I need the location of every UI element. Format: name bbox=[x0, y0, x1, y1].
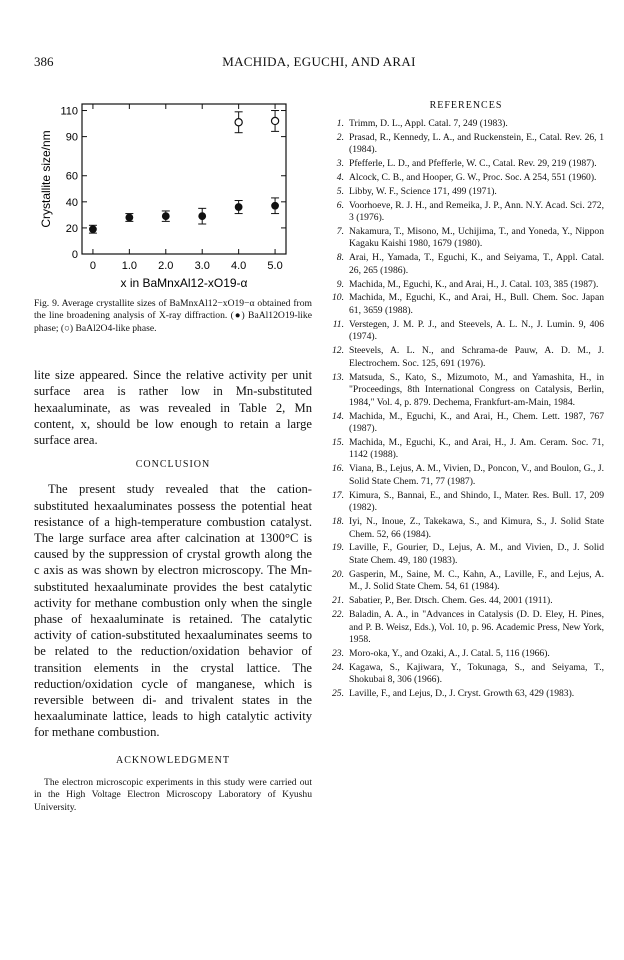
reference-number: 2. bbox=[336, 131, 344, 143]
data-point-filled bbox=[126, 214, 133, 221]
reference-number: 15. bbox=[332, 436, 344, 448]
reference-text: Voorhoeve, R. J. H., and Remeika, J. P., Ann. N.Y. Acad. Sci. 272, 3 (1976). bbox=[349, 199, 604, 224]
reference-text: Kimura, S., Bannai, E., and Shindo, I., Mater. Res. Bull. 17, 209 (1982). bbox=[349, 489, 604, 514]
reference-item bbox=[328, 463, 604, 488]
references-heading: REFERENCES bbox=[429, 100, 503, 111]
x-axis-label: x in BaMnxAl12-xO19-α bbox=[120, 276, 248, 290]
reference-item bbox=[328, 516, 604, 541]
x-tick-label: 0 bbox=[89, 260, 96, 272]
reference-item bbox=[328, 158, 604, 171]
reference-text: Machida, M., Eguchi, K., and Arai, H., J. Am. Ceram. Soc. 71, 1142 (1988). bbox=[349, 436, 604, 461]
acknowledgment-heading: ACKNOWLEDGMENT bbox=[116, 754, 230, 766]
reference-number: 23. bbox=[332, 647, 344, 659]
reference-number: 17. bbox=[332, 489, 344, 501]
reference-number: 8. bbox=[336, 252, 344, 264]
reference-text: Viana, B., Lejus, A. M., Vivien, D., Poncon, V., and Boulon, G., J. Solid State Chem. 71, 77 (1987). bbox=[349, 463, 604, 487]
x-tick-label: 1.0 bbox=[121, 260, 138, 272]
data-point-filled bbox=[272, 202, 279, 209]
reference-item bbox=[328, 279, 604, 292]
reference-item bbox=[328, 595, 604, 608]
paragraph-2: The present study revealed that the cation-substituted hexaaluminates possess the potential heat resistance of a high-temperature combustion catalyst. The large surface area after calcination at 1300°C is caused by the suppression of crystal growth along the c axis as was shown by electron microscopy. The Mn-substituted hexaaluminate provides the best catalytic activity for methane combustion only when the single phase of hexaaluminate is retained. The catalytic activity of cation-substituted hexaaluminates seems to be related to the reduction/oxidation behavior of transition elements in the crystal lattice. The reduction/oxidation cycle of manganese, which is reversible between di- and trivalent states in the hexaaluminate lattice, leads to high catalytic activity for methane combustion. bbox=[34, 482, 312, 740]
reference-text: Laville, F., Gourier, D., Lejus, A. M., and Vivien, D., J. Solid State Chem. 49, 180 (1983). bbox=[349, 542, 604, 566]
data-point-open bbox=[235, 119, 242, 126]
reference-text: Prasad, R., Kennedy, L. A., and Ruckenstein, E., Catal. Rev. 26, 1 (1984). bbox=[349, 131, 604, 156]
reference-item bbox=[328, 200, 604, 225]
reference-text: Kagawa, S., Kajiwara, Y., Tokunaga, S., and Seiyama, T., Shokubai 8, 306 (1966). bbox=[349, 661, 604, 686]
y-axis-label: Crystallite size/nm bbox=[39, 130, 53, 228]
reference-text: Alcock, C. B., and Hooper, G. W., Proc. Soc. A 254, 551 (1960). bbox=[349, 171, 597, 183]
reference-number: 4. bbox=[336, 171, 344, 183]
crystallite-size-chart bbox=[34, 90, 312, 290]
reference-number: 25. bbox=[332, 688, 344, 700]
reference-list bbox=[328, 118, 604, 701]
reference-text: Matsuda, S., Kato, S., Mizumoto, M., and Yamashita, H., in "Proceedings, 8th International Congress on Catalysis, Berlin, 1984," Vol. 4, p. 879. Dechema, Frankfurt-am-Main, 1984. bbox=[349, 371, 604, 408]
reference-text: Sabatier, P., Ber. Dtsch. Chem. Ges. 44, 2001 (1911). bbox=[349, 595, 553, 607]
reference-number: 20. bbox=[332, 568, 344, 580]
data-point-filled bbox=[235, 204, 242, 211]
reference-text: Machida, M., Eguchi, K., and Arai, H., Bull. Chem. Soc. Japan 61, 3659 (1988). bbox=[349, 292, 604, 316]
reference-item bbox=[328, 292, 604, 317]
data-point-filled bbox=[162, 213, 169, 220]
reference-item bbox=[328, 345, 604, 370]
reference-item bbox=[328, 372, 604, 410]
reference-number: 7. bbox=[336, 225, 344, 237]
reference-text: Machida, M., Eguchi, K., and Arai, H., J. Catal. 103, 385 (1987). bbox=[349, 278, 599, 290]
y-tick-label: 60 bbox=[65, 170, 78, 183]
reference-text: Baladin, A. A., in "Advances in Catalysis (D. D. Eley, H. Pines, and P. B. Weisz, Eds.), Vol. 10, p. 96. Academic Press, New York, 1958. bbox=[349, 608, 604, 646]
reference-number: 18. bbox=[332, 516, 344, 527]
acknowledgment-text: The electron microscopic experiments in this study were carried out in the High Voltage Electron Microscopy Laboratory of Kyushu University. bbox=[34, 776, 312, 813]
x-tick-label: 2.0 bbox=[158, 260, 174, 272]
reference-text: Verstegen, J. M. P. J., and Steevels, A. L. N., J. Lumin. 9, 406 (1974). bbox=[349, 318, 604, 343]
reference-item bbox=[328, 118, 604, 131]
y-tick-label: 90 bbox=[65, 131, 78, 144]
reference-item bbox=[328, 186, 604, 199]
y-tick-label: 40 bbox=[65, 196, 78, 209]
reference-text: Machida, M., Eguchi, K., and Arai, H., Chem. Lett. 1987, 767 (1987). bbox=[349, 410, 604, 435]
reference-number: 5. bbox=[336, 185, 344, 197]
left-column bbox=[34, 90, 312, 814]
x-tick-label: 4.0 bbox=[230, 260, 247, 272]
paragraph-1: lite size appeared. Since the relative activity per unit surface area is rather low in Mn-substituted hexaaluminate, as was revealed in Table 2, Mn content, x, should be low enough to retain a large surface area. bbox=[34, 368, 312, 448]
data-point-filled bbox=[199, 213, 206, 220]
reference-number: 16. bbox=[332, 463, 344, 475]
body-text bbox=[34, 367, 312, 814]
reference-item bbox=[328, 172, 604, 185]
figure-caption: Fig. 9. Average crystallite sizes of BaMnxAl12−xO19−α obtained from the line broadening analysis of X-ray diffraction. (●) BaAl12O19-like phase; (○) BaAl2O4-like phase. bbox=[34, 298, 312, 334]
plot-frame bbox=[82, 104, 286, 254]
reference-item bbox=[328, 411, 604, 436]
reference-item bbox=[328, 609, 604, 647]
running-title: MACHIDA, EGUCHI, AND ARAI bbox=[222, 54, 416, 69]
reference-number: 6. bbox=[336, 199, 344, 211]
reference-number: 24. bbox=[332, 661, 344, 673]
reference-text: Laville, F., and Lejus, D., J. Cryst. Growth 63, 429 (1983). bbox=[349, 688, 575, 700]
reference-number: 14. bbox=[332, 410, 344, 422]
reference-text: Moro-oka, Y., and Ozaki, A., J. Catal. 5, 116 (1966). bbox=[349, 647, 550, 659]
reference-item bbox=[328, 437, 604, 462]
reference-text: Trimm, D. L., Appl. Catal. 7, 249 (1983). bbox=[349, 118, 508, 129]
reference-text: Nakamura, T., Misono, M., Uchijima, T., and Yoneda, Y., Nippon Kagaku Kaishi 1980, 1679 (1980). bbox=[349, 225, 604, 250]
reference-text: Steevels, A. L. N., and Schrama-de Pauw, A. D. M., J. Electrochem. Soc. 125, 691 (1976). bbox=[349, 345, 604, 369]
y-tick-label: 0 bbox=[71, 249, 78, 261]
reference-item bbox=[328, 226, 604, 251]
reference-item bbox=[328, 132, 604, 157]
reference-text: Pfefferle, L. D., and Pfefferle, W. C., Catal. Rev. 29, 219 (1987). bbox=[349, 158, 597, 170]
reference-item bbox=[328, 319, 604, 344]
reference-number: 21. bbox=[332, 595, 344, 607]
reference-number: 19. bbox=[332, 542, 344, 554]
reference-text: Libby, W. F., Science 171, 499 (1971). bbox=[349, 185, 497, 197]
reference-number: 11. bbox=[332, 318, 344, 330]
reference-item bbox=[328, 688, 604, 701]
reference-number: 12. bbox=[332, 345, 344, 357]
reference-number: 13. bbox=[332, 371, 344, 383]
figure-9 bbox=[34, 90, 312, 290]
right-column bbox=[328, 100, 604, 702]
reference-item bbox=[328, 252, 604, 277]
y-tick-label: 20 bbox=[65, 222, 78, 235]
reference-text: Arai, H., Yamada, T., Eguchi, K., and Seiyama, T., Appl. Catal. 26, 265 (1986). bbox=[349, 252, 604, 276]
page-header bbox=[34, 54, 604, 74]
reference-item bbox=[328, 569, 604, 594]
reference-number: 10. bbox=[332, 292, 344, 304]
reference-number: 22. bbox=[332, 608, 344, 620]
y-tick-label: 110 bbox=[60, 105, 78, 118]
reference-number: 3. bbox=[336, 158, 344, 170]
reference-text: Iyi, N., Inoue, Z., Takekawa, S., and Kimura, S., J. Solid State Chem. 52, 66 (1984). bbox=[349, 516, 604, 540]
reference-number: 1. bbox=[336, 118, 344, 129]
reference-text: Gasperin, M., Saine, M. C., Kahn, A., Laville, F., and Lejus, A. M., J. Solid State Chem. 54, 61 (1984). bbox=[349, 568, 604, 593]
reference-item bbox=[328, 648, 604, 661]
reference-number: 9. bbox=[336, 278, 344, 290]
reference-item bbox=[328, 662, 604, 687]
data-point-filled bbox=[90, 226, 97, 233]
page-number: 386 bbox=[34, 54, 54, 69]
reference-item bbox=[328, 542, 604, 567]
reference-item bbox=[328, 490, 604, 515]
x-tick-label: 5.0 bbox=[267, 260, 283, 272]
conclusion-heading: CONCLUSION bbox=[135, 459, 211, 471]
data-point-open bbox=[271, 117, 278, 124]
x-tick-label: 3.0 bbox=[194, 260, 210, 272]
